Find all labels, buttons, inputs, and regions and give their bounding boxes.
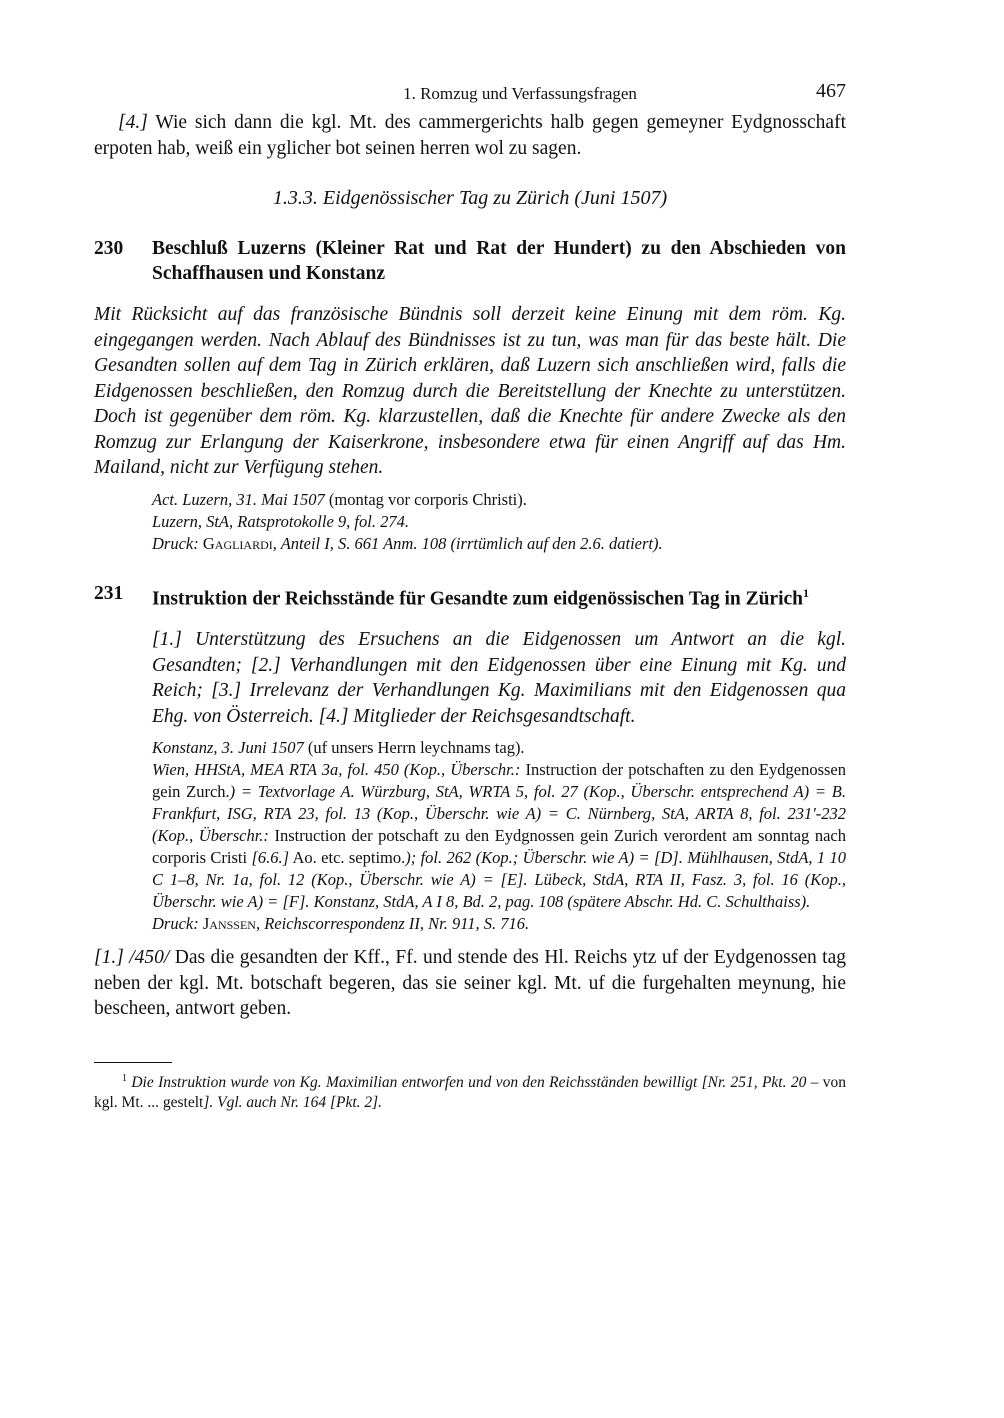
entry-231-date: Konstanz, 3. Juni 1507 [152, 738, 304, 757]
text-marker: [1.] /450/ [94, 947, 170, 968]
print-label: Druck: [152, 533, 203, 553]
entry-230-print [152, 533, 846, 555]
entry-230-title: Beschluß Luzerns (Kleiner Rat und Rat der Hundert) zu den Abschieden von Schaffhausen und Konstanz [152, 238, 846, 284]
druck-author: Janssen [202, 914, 256, 933]
entry-230-heading [94, 236, 846, 286]
entry-231-date-line [152, 737, 846, 759]
page-number: 467 [816, 80, 846, 102]
entry-231-title-wrap [152, 581, 846, 612]
footnote-end: ]. Vgl. auch Nr. 164 [Pkt. 2]. [203, 1093, 383, 1111]
src-b: ) = Textvorlage A. Würzburg, StA, WRTA 5, fol. 27 (Kop., Überschr. entsprechend A) = B. Frankfurt, ISG, RTA 23, fol. 13 (Kop., Überschr. wie A) = C. Nürnberg, StA, ARTA 8, fol. 231'-232 (Kop., Überschr.: [152, 782, 846, 845]
footnote-number: 1 [122, 1072, 127, 1084]
text-paragraph [94, 945, 846, 1022]
footnote-ref: 1 [803, 585, 810, 600]
druck-label: Druck: [152, 914, 203, 933]
running-head-title: 1. Romzug und Verfassungsfragen [403, 84, 637, 103]
footnote-rule [94, 1062, 172, 1063]
entry-231-number: 231 [94, 582, 124, 604]
opening-marker: [4.] [118, 112, 148, 133]
src-c-quote: Ao. etc. septimo. [289, 848, 406, 867]
print-ref: , Anteil I, S. 661 Anm. 108 (irrtümlich auf den 2.6. datiert). [272, 533, 663, 553]
src-a-quote: Instruction der potschaften zu den Eydgenossen gein Zurch. [152, 760, 846, 801]
entry-230-date-note: (montag vor corporis Christi). [324, 489, 527, 509]
src-c: [6.6.] [251, 848, 290, 867]
src-b-quote: Instruction der potschaft zu den Eydgnossen gein Zurich verordent am sonntag nach corporis Cristi [152, 826, 846, 867]
entry-230-sources [152, 489, 846, 555]
footnote-quote: von kgl. Mt. ... gestelt [94, 1073, 846, 1111]
entry-231-title: Instruktion der Reichsstände für Gesandte zum eidgenössischen Tag in Zürich [152, 588, 804, 609]
entry-231-date-note: (uf unsers Herrn leychnams tag). [303, 738, 525, 757]
print-author: Gagliardi [202, 533, 273, 553]
opening-text: Wie sich dann die kgl. Mt. des cammergerichts halb gegen gemeyner Eydgnosschaft erpoten hab, weiß ein yglicher bot seinen herren wol zu sagen. [94, 112, 846, 159]
entry-230-summary: Mit Rücksicht auf das französische Bündnis soll derzeit keine Einung mit dem röm. Kg. eingegangen werden. Nach Ablauf des Bündnisses ist zu tun, was man für das beste hält. Die Gesandten sollen auf dem Tag in Zürich erklären, daß Luzern sich anschließen wird, falls die Eidgenossen beschließen, den Romzug durch die Bereitstellung der Knechte zu unterstützen. Doch ist gegenüber dem röm. Kg. klarzustellen, daß die Knechte für andere Zwecke als den Romzug zur Erlangung der Kaiserkrone, insbesondere etwa für einen Angriff auf das Hm. Mailand, nicht zur Verfügung stehen. [94, 304, 846, 478]
running-head [94, 78, 846, 110]
entry-231-heading [94, 581, 846, 612]
document-page [94, 78, 846, 1113]
entry-230-number: 230 [94, 238, 124, 259]
entry-230-date-line [152, 489, 846, 511]
druck-ref: , Reichscorrespondenz II, Nr. 911, S. 716. [255, 914, 530, 933]
entry-231-print [152, 913, 846, 935]
footnote [94, 1069, 846, 1113]
entry-231-summary: [1.] Unterstützung des Ersuchens an die Eidgenossen um Antwort an die kgl. Gesandten; [2.] Verhandlungen mit den Eidgenossen über eine Einung mit Kg. und Reich; [3.] Irrelevanz der Verhandlungen Kg. Maximilians mit den Eidgenossen qua Ehg. von Österreich. [4.] Mitglieder der Reichsgesandtschaft. [152, 629, 846, 727]
src-a: Wien, HHStA, MEA RTA 3a, fol. 450 (Kop., Überschr.: [152, 760, 526, 779]
entry-231-archive-list [152, 759, 846, 913]
text-body: Das die gesandten der Kff., Ff. und stende des Hl. Reichs ytz uf der Eydgenossen tag neben der kgl. Mt. botschaft begeren, das sie seiner kgl. Mt. uf die furgehalten meynung, hie bescheen, antwort geben. [94, 947, 846, 1019]
opening-paragraph [94, 110, 846, 161]
src-d: ); fol. 262 (Kop.; Überschr. wie A) = [D]. Mühlhausen, StdA, 1 10 C 1–8, Nr. 1a, fol. 12 (Kop., Überschr. wie A) = [E]. Lübeck, StdA, RTA II, Fasz. 3, fol. 16 (Kop., Überschr. wie A) = [F]. Konstanz, StdA, A I 8, Bd. 2, pag. 108 (spätere Abschr. Hd. C. Schulthaiss). [152, 848, 847, 911]
section-heading: 1.3.3. Eidgenössischer Tag zu Zürich (Juni 1507) [272, 187, 668, 209]
footnote-text: Die Instruktion wurde von Kg. Maximilian entworfen und von den Reichsständen bewilligt [Nr. 251, Pkt. 20 – [131, 1073, 819, 1091]
entry-230-date: Act. Luzern, 31. Mai 1507 [152, 489, 325, 509]
entry-230-archive: Luzern, StA, Ratsprotokolle 9, fol. 274. [152, 511, 409, 531]
entry-231-sources [152, 737, 846, 935]
